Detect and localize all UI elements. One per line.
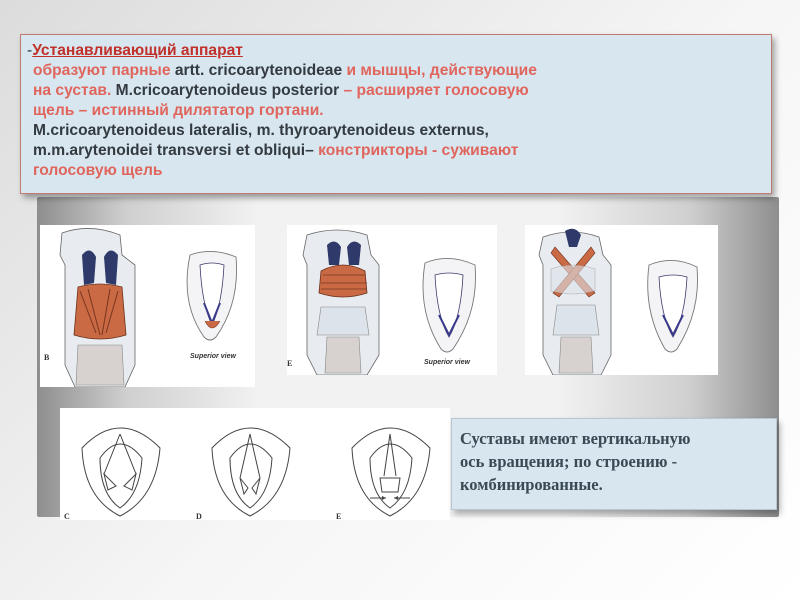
heading-dash: - bbox=[27, 42, 33, 59]
title-text-box bbox=[20, 34, 772, 194]
figure-letter: D bbox=[196, 512, 202, 521]
larynx-oblique-illustration bbox=[525, 225, 718, 375]
figure-vocal-fold-drawings bbox=[60, 408, 450, 520]
note-line-1: Суставы имеют вертикальную bbox=[460, 429, 691, 448]
heading: Устанавливающий аппарат bbox=[32, 42, 243, 59]
figure-letter: C bbox=[64, 512, 70, 521]
figure-oblique-arytenoid bbox=[525, 225, 718, 375]
text-line-3 bbox=[27, 81, 761, 101]
text-red: констрикторы - суживают bbox=[313, 142, 519, 159]
larynx-posterior-illustration bbox=[40, 225, 255, 387]
figure-transverse-arytenoid bbox=[287, 225, 497, 375]
text-red: и мышцы, действующие bbox=[342, 62, 537, 79]
figure-caption: Superior view bbox=[424, 359, 470, 366]
text-red: образуют парные bbox=[33, 62, 175, 79]
text-line-7 bbox=[27, 161, 761, 181]
text-red: на сустав. bbox=[33, 82, 116, 99]
text-line-4 bbox=[27, 101, 761, 121]
figure-letter: E bbox=[287, 359, 293, 368]
figure-posterior-cricoarytenoid bbox=[40, 225, 255, 387]
text-latin: М.cricoarytenoideus lateralis, m. thyroarytenoideus externus, bbox=[33, 122, 489, 139]
note-line-2: ось вращения; по строению - bbox=[460, 452, 678, 471]
figure-caption: Superior view bbox=[190, 353, 236, 360]
heading-line bbox=[27, 41, 761, 61]
text-red: – расширяет голосовую bbox=[339, 82, 529, 99]
text-latin: artt. cricoarytenoideae bbox=[174, 62, 343, 79]
text-red: голосовую щель bbox=[33, 162, 163, 179]
figure-letter: B bbox=[44, 353, 50, 362]
note-text-box bbox=[451, 418, 777, 510]
text-line-2 bbox=[27, 61, 761, 81]
larynx-transverse-illustration bbox=[287, 225, 497, 375]
text-red: щель – истинный дилятатор гортани. bbox=[33, 102, 324, 119]
note-line-3: комбинированные. bbox=[460, 475, 603, 494]
vocal-fold-line-drawings bbox=[60, 408, 450, 520]
text-line-6 bbox=[27, 141, 761, 161]
text-latin: M.cricoarytenoideus posterior bbox=[115, 82, 340, 99]
text-line-5 bbox=[27, 121, 761, 141]
figure-letter: E bbox=[336, 512, 342, 521]
text-latin: m.m.arytenoidei transversi et obliqui– bbox=[33, 142, 314, 159]
